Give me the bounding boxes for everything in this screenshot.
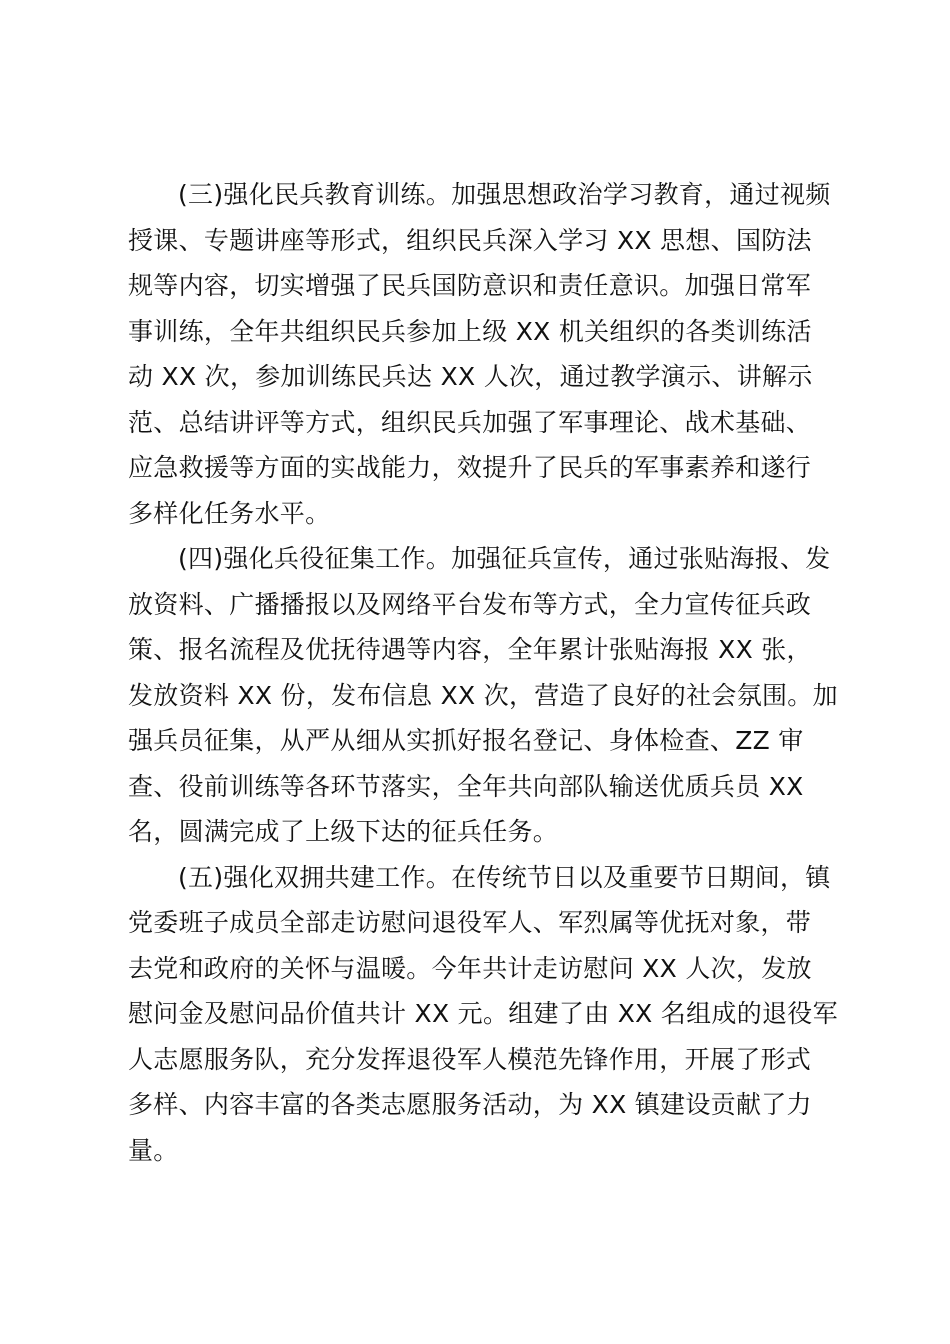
paragraph-militia-training bbox=[128, 172, 830, 536]
text-line: 应急救援等方面的实战能力，效提升了民兵的军事素养和遂行 bbox=[128, 453, 812, 482]
text-line: 多样、内容丰富的各类志愿服务活动，为 XX 镇建设贡献了力 bbox=[128, 1090, 812, 1119]
text-line: 慰问金及慰问品价值共计 XX 元。组建了由 XX 名组成的退役军 bbox=[128, 999, 838, 1028]
text-line: 党委班子成员全部走访慰问退役军人、军烈属等优抚对象，带 bbox=[128, 908, 812, 937]
paragraph-conscription bbox=[128, 536, 838, 855]
text-line: 多样化任务水平。 bbox=[128, 498, 331, 528]
text-line: 量。 bbox=[128, 1135, 179, 1165]
paragraph-military-civilian-support bbox=[128, 855, 838, 1174]
text-line: 授课、专题讲座等形式，组织民兵深入学习 XX 思想、国防法 bbox=[128, 225, 812, 255]
text-line: 范、总结讲评等方式，组织民兵加强了军事理论、战术基础、 bbox=[128, 407, 812, 437]
text-line: (四)强化兵役征集工作。加强征兵宣传，通过张贴海报、发 bbox=[178, 544, 831, 573]
text-line: 发放资料 XX 份，发布信息 XX 次，营造了良好的社会氛围。加 bbox=[128, 680, 838, 710]
text-line: 放资料、广播播报以及网络平台发布等方式，全力宣传征兵政 bbox=[128, 589, 812, 619]
text-line: 规等内容，切实增强了民兵国防意识和责任意识。加强日常军 bbox=[128, 271, 812, 300]
text-line: 人志愿服务队，充分发挥退役军人模范先锋作用，开展了形式 bbox=[128, 1044, 812, 1074]
text-line: 策、报名流程及优抚待遇等内容，全年累计张贴海报 XX 张， bbox=[128, 635, 812, 664]
document-body bbox=[128, 172, 838, 1173]
text-line: 去党和政府的关怀与温暖。今年共计走访慰问 XX 人次，发放 bbox=[128, 953, 812, 983]
text-line: 查、役前训练等各环节落实，全年共向部队输送优质兵员 XX bbox=[128, 771, 804, 801]
text-line: (五)强化双拥共建工作。在传统节日以及重要节日期间，镇 bbox=[178, 862, 831, 892]
text-line: 强兵员征集，从严从细从实抓好报名登记、身体检查、ZZ 审 bbox=[128, 726, 804, 755]
text-line: (三)强化民兵教育训练。加强思想政治学习教育，通过视频 bbox=[178, 180, 831, 209]
text-line: 名，圆满完成了上级下达的征兵任务。 bbox=[128, 817, 559, 846]
text-line: 事训练，全年共组织民兵参加上级 XX 机关组织的各类训练活 bbox=[128, 316, 812, 346]
text-line: 动 XX 次，参加训练民兵达 XX 人次，通过教学演示、讲解示 bbox=[128, 362, 813, 391]
